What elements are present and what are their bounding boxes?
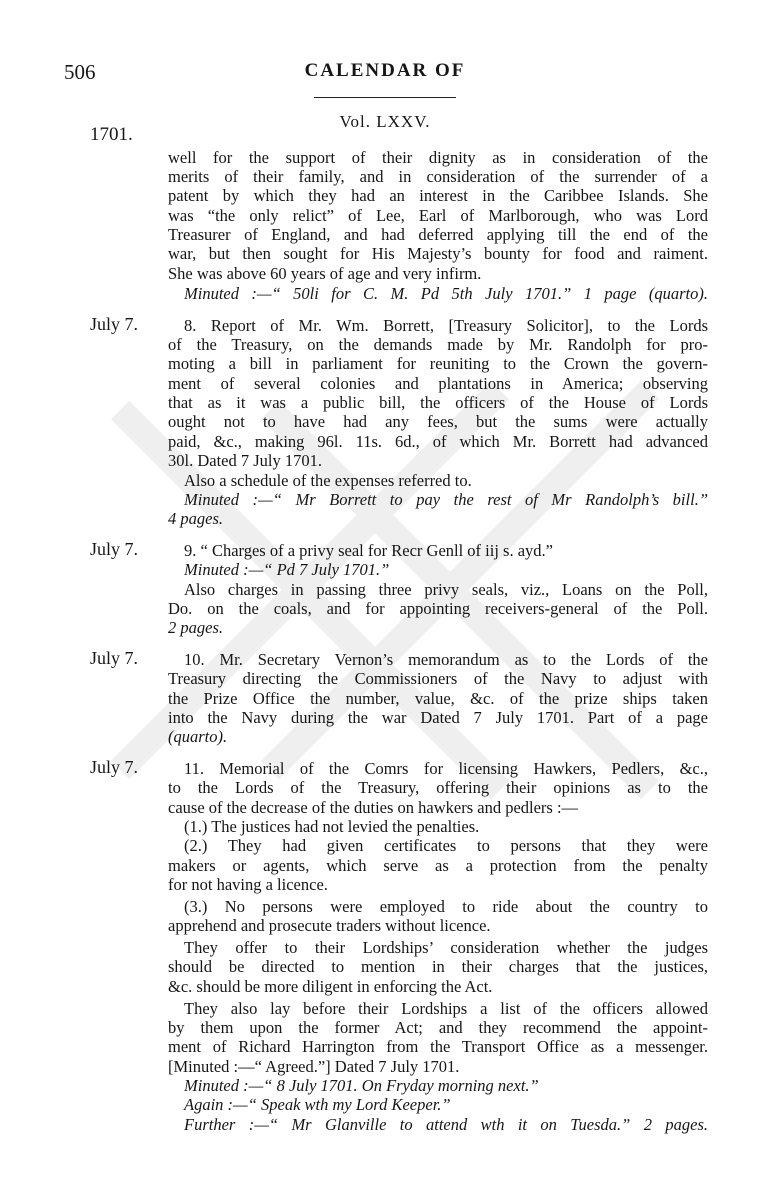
text-line: well for the support of their dignity as in consideration of the [168,148,708,167]
text-line: cause of the decrease of the duties on hawkers and pedlers :— [168,798,579,817]
text-line: that as it was a public bill, the officers of the House of Lords [168,393,708,412]
text-line: moting a bill in parliament for reuniting to the Crown the govern- [168,354,708,373]
header-rule [314,97,456,98]
minute-line: Minuted :—“ 8 July 1701. On Fryday morning next.” [184,1076,539,1095]
minute-line: Again :—“ Speak wth my Lord Keeper.” [184,1095,451,1114]
text-line: patent by which they had an interest in the Caribbee Islands. She [168,186,708,205]
text-line: 11. Memorial of the Comrs for licensing Hawkers, Pedlers, &c., [184,759,708,778]
text-line: 9. “ Charges of a privy seal for Recr Genll of iij s. ayd.” [184,541,554,560]
page-count: 2 pages. [168,618,223,637]
page-count: 4 pages. [168,509,223,528]
entry-date: July 7. [90,648,139,668]
text-line: should be directed to mention in their charges that the justices, [168,957,708,976]
minute-line: Further :—“ Mr Glanville to attend wth it on Tuesda.” 2 pages. [184,1115,708,1134]
text-line: Also a schedule of the expenses referred to. [184,471,472,490]
text-line: makers or agents, which serve as a protection from the penalty [168,856,708,875]
minute-line: Minuted :—“ 50li for C. M. Pd 5th July 1701.” 1 page (quarto). [184,284,708,303]
entry-date: July 7. [90,539,139,559]
text-line: &c. should be more diligent in enforcing the Act. [168,977,493,996]
entry-date: July 7. [90,314,139,334]
text-line: to the Lords of the Treasury, offering their opinions as to the [168,778,708,797]
text-line: 8. Report of Mr. Wm. Borrett, [Treasury Solicitor], to the Lords [184,316,708,335]
page-number: 506 [64,60,96,84]
text-line: ment of Richard Harrington from the Transport Office as a messenger. [168,1037,708,1056]
text-line: (2.) They had given certificates to persons that they were [184,836,708,855]
text-line: apprehend and prosecute traders without licence. [168,916,491,935]
text-line: merits of their family, and in consideration of the surrender of a [168,167,708,186]
text-line: [Minuted :—“ Agreed.”] Dated 7 July 1701. [168,1057,460,1076]
entry-date: July 7. [90,757,139,777]
text-line: (3.) No persons were employed to ride about the country to [184,897,708,916]
text-line: ought not to have had any fees, but the sums were actually [168,412,708,431]
running-title: CALENDAR OF [304,60,466,81]
text-line: Also charges in passing three privy seals, viz., Loans on the Poll, [184,580,708,599]
text-line: Treasury directing the Commissioners of the Navy to adjust with [168,669,708,688]
text-line: the Prize Office the number, value, &c. of the prize ships taken [168,689,708,708]
volume-heading: Vol. LXXV. [339,112,431,131]
text-line: She was above 60 years of age and very infirm. [168,264,482,283]
text-line: They offer to their Lordships’ consideration whether the judges [184,938,708,957]
year-margin: 1701. [90,124,133,145]
text-line: ment of several colonies and plantations in America; observing [168,374,708,393]
minute-line: Minuted :—“ Mr Borrett to pay the rest of Mr Randolph’s bill.” [184,490,708,509]
text-line: was “the only relict” of Lee, Earl of Marlborough, who was Lord [168,206,708,225]
text-line: 30l. Dated 7 July 1701. [168,451,322,470]
page-count: (quarto). [168,727,228,746]
text-line: war, but then sought for His Majesty’s bounty for food and raiment. [168,244,708,263]
text-line: paid, &c., making 96l. 11s. 6d., of which Mr. Borrett had advanced [168,432,708,451]
minute-line: Minuted :—“ Pd 7 July 1701.” [184,560,390,579]
text-line: by them upon the former Act; and they recommend the appoint- [168,1018,708,1037]
text-line: Treasurer of England, and had deferred applying till the end of the [168,225,708,244]
text-line: of the Treasury, on the demands made by Mr. Randolph for pro- [168,335,708,354]
text-line: (1.) The justices had not levied the penalties. [184,817,480,836]
text-line: 10. Mr. Secretary Vernon’s memorandum as to the Lords of the [184,650,708,669]
text-line: They also lay before their Lordships a list of the officers allowed [184,999,708,1018]
text-line: into the Navy during the war Dated 7 July 1701. Part of a page [168,708,708,727]
text-line: for not having a licence. [168,875,328,894]
text-line: Do. on the coals, and for appointing receivers-general of the Poll. [168,599,708,618]
